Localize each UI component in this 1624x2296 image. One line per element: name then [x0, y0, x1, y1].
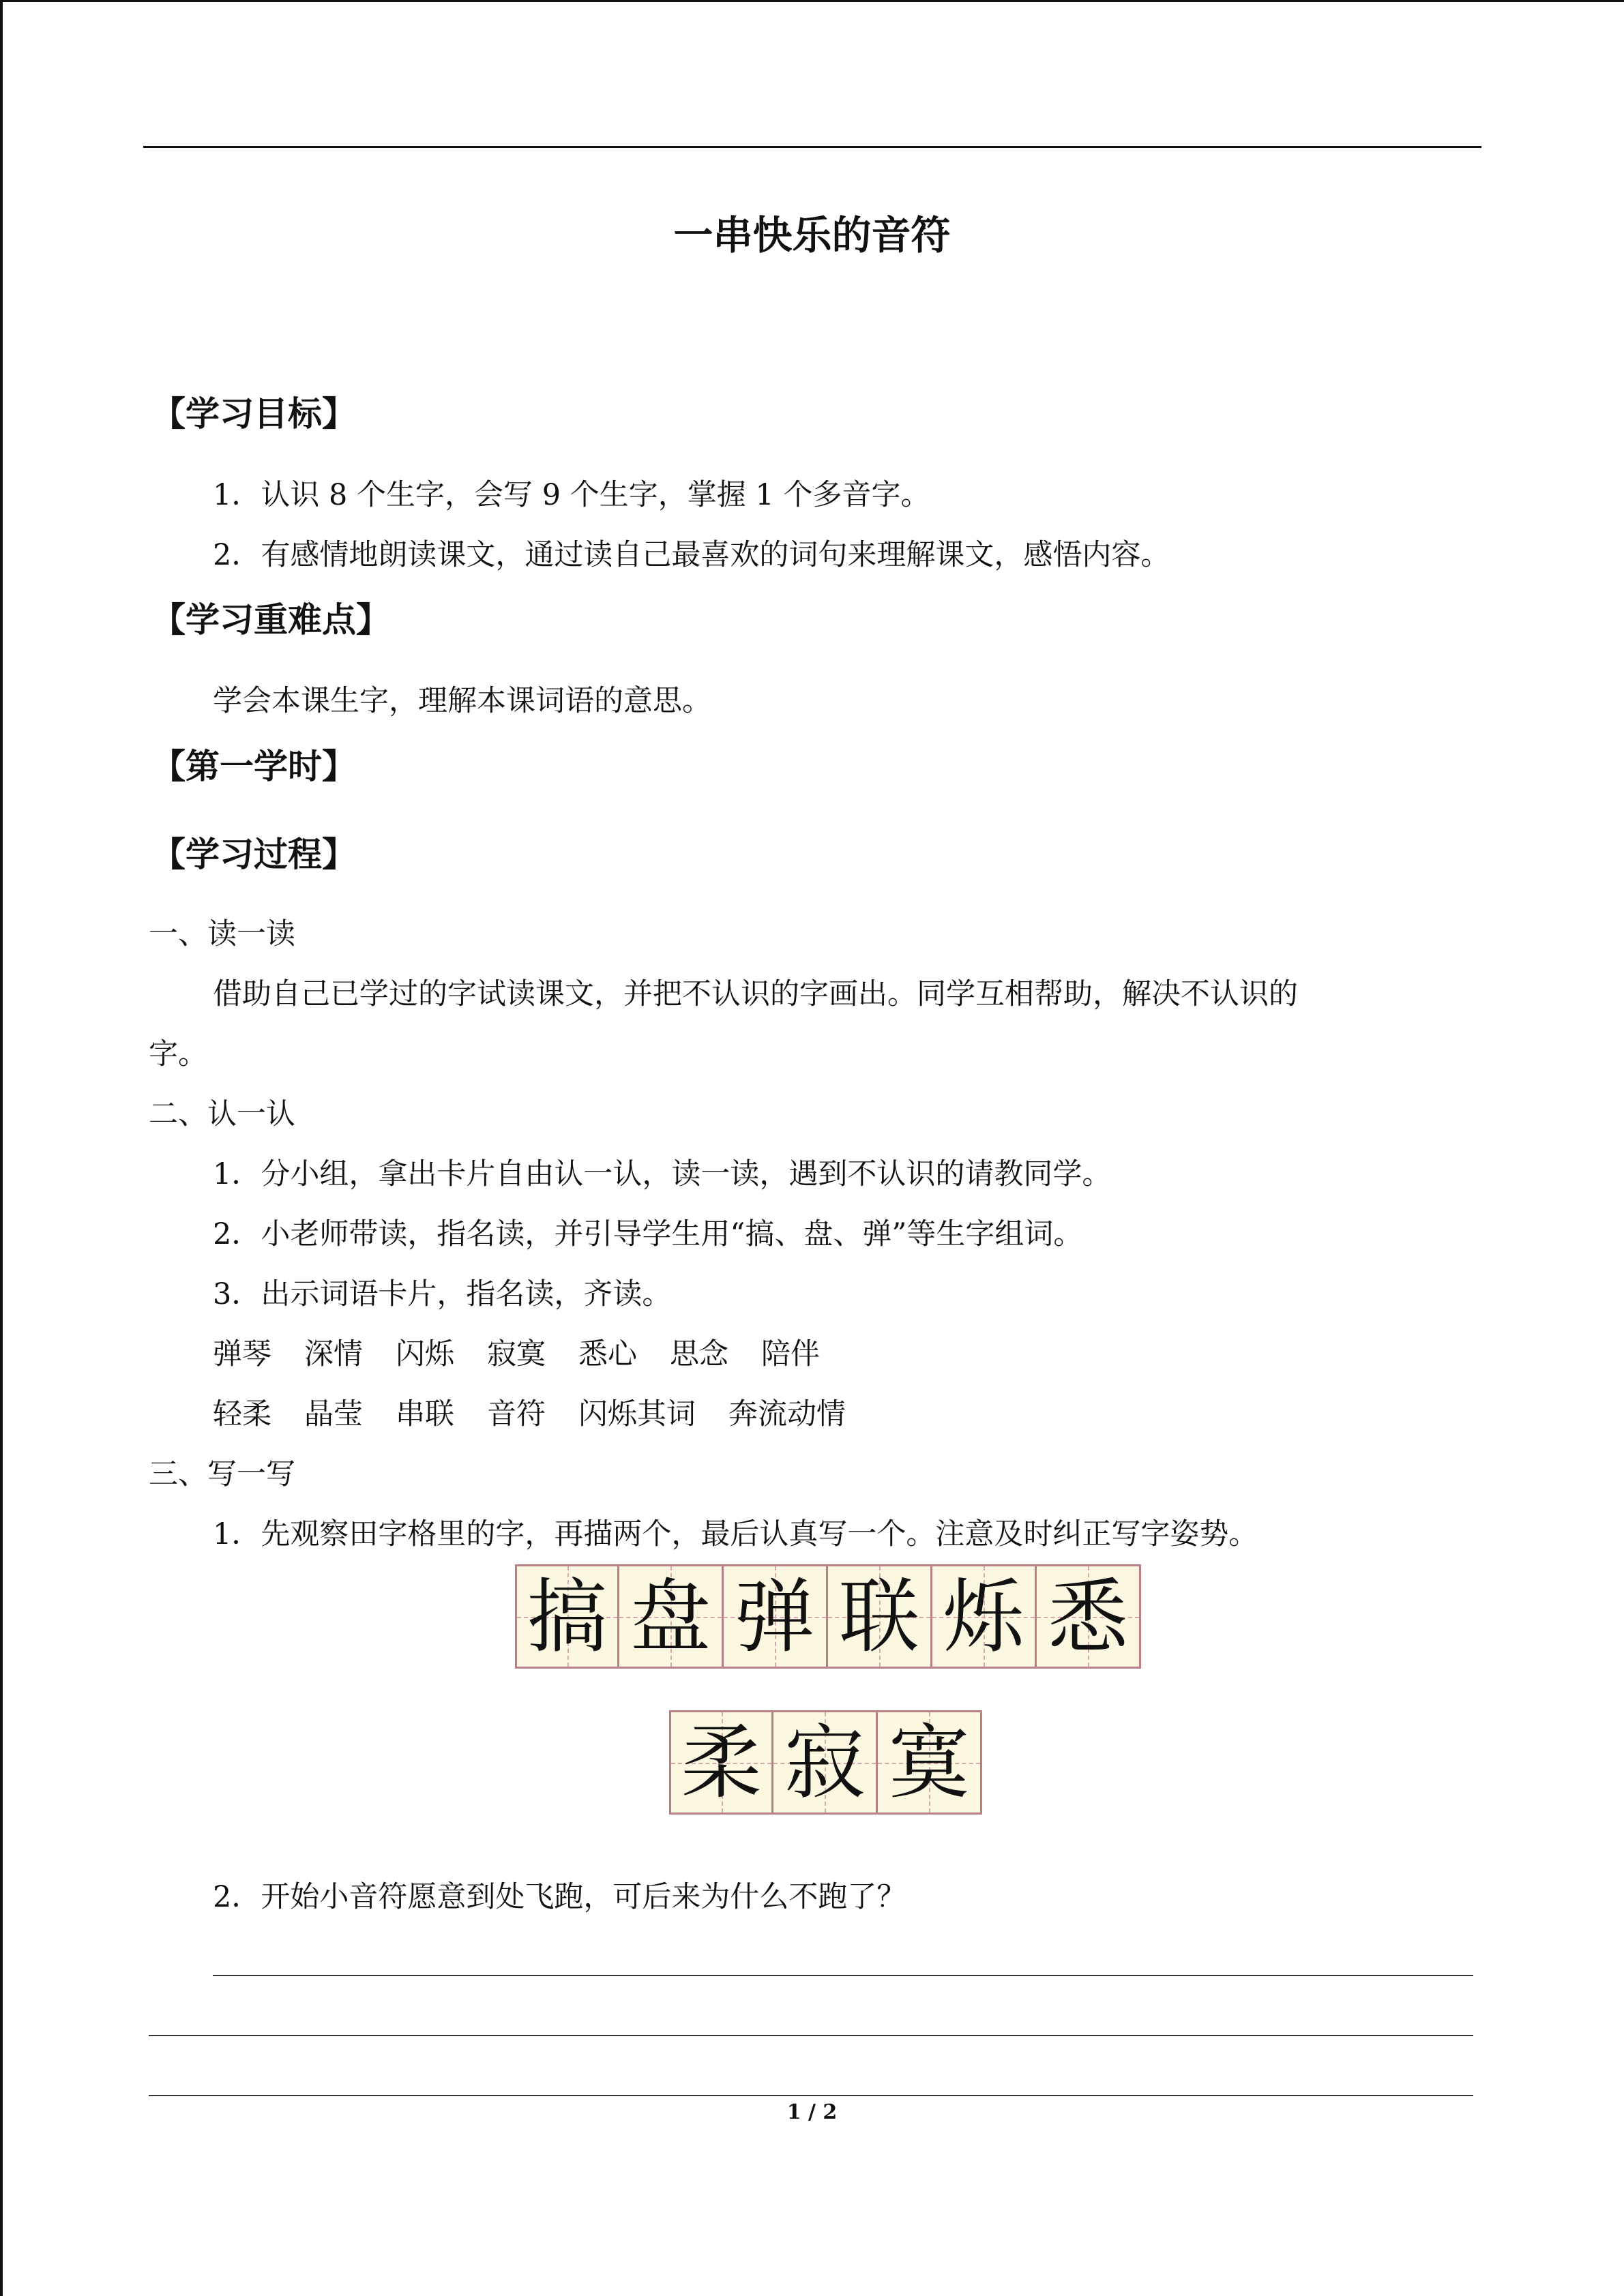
- key-points-heading: 【学习重难点】: [151, 600, 390, 640]
- part1-text-line1: 借助自己已学过的字试读课文，并把不认识的字画出。同学互相帮助，解决不认识的: [213, 977, 1298, 1011]
- process-heading: 【学习过程】: [151, 835, 356, 874]
- page-number: 1 / 2: [786, 2100, 838, 2124]
- answer-line[interactable]: [149, 2035, 1473, 2036]
- goal-item-1: 1．认识 8 个生字，会写 9 个生字，掌握 1 个多音字。: [213, 478, 930, 512]
- tianzige-row-2: [669, 1710, 982, 1815]
- tianzige-cell: 寂: [773, 1710, 878, 1815]
- vocab-word: 音符: [487, 1397, 546, 1431]
- vocab-word: 弹琴: [213, 1337, 271, 1371]
- key-points-text: 学会本课生字，理解本课词语的意思。: [213, 684, 711, 718]
- tianzige-cell: 盘: [619, 1564, 724, 1669]
- goals-heading: 【学习目标】: [151, 394, 356, 434]
- tianzige-cell: 柔: [669, 1710, 773, 1815]
- vocab-word: 轻柔: [213, 1397, 271, 1431]
- tianzige-cell: 悉: [1037, 1564, 1141, 1669]
- part2-item-3: 3．出示词语卡片，指名读，齐读。: [213, 1277, 672, 1311]
- vocab-word: 奔流动情: [728, 1397, 846, 1431]
- tianzige-cell: 搞: [515, 1564, 619, 1669]
- vocab-word: 串联: [396, 1397, 454, 1431]
- part2-item-2: 2．小老师带读，指名读，并引导学生用“搞、盘、弹”等生字组词。: [213, 1217, 1083, 1251]
- part1-text-line2: 字。: [149, 1037, 207, 1071]
- tianzige-cell: 烁: [932, 1564, 1037, 1669]
- page-border-top: [0, 0, 1624, 2]
- page-title: 一串快乐的音符: [673, 212, 951, 258]
- tianzige-cell: 寞: [878, 1710, 982, 1815]
- part2-title: 二、认一认: [149, 1097, 295, 1131]
- vocab-word: 深情: [304, 1337, 363, 1371]
- part2-item-1: 1．分小组，拿出卡片自由认一认，读一读，遇到不认识的请教同学。: [213, 1157, 1112, 1191]
- part3-title: 三、写一写: [149, 1457, 295, 1491]
- tianzige-cell: 弹: [724, 1564, 828, 1669]
- answer-line[interactable]: [213, 1975, 1473, 1976]
- vocab-word: 思念: [670, 1337, 728, 1371]
- part1-title: 一、读一读: [149, 917, 295, 951]
- vocab-word: 悉心: [578, 1337, 637, 1371]
- page-border-left: [0, 0, 3, 2296]
- tianzige-cell: 联: [828, 1564, 932, 1669]
- period-heading: 【第一学时】: [151, 747, 356, 786]
- header-rule: [143, 146, 1481, 148]
- answer-line[interactable]: [149, 2095, 1473, 2096]
- vocab-word: 陪伴: [761, 1337, 820, 1371]
- vocab-word: 闪烁其词: [578, 1397, 696, 1431]
- vocab-row-1: [213, 1334, 853, 1375]
- vocab-row-2: [213, 1394, 879, 1435]
- tianzige-row-1: [515, 1564, 1141, 1669]
- part3-item-1: 1．先观察田字格里的字，再描两个，最后认真写一个。注意及时纠正写字姿势。: [213, 1517, 1258, 1551]
- vocab-word: 寂寞: [487, 1337, 546, 1371]
- part3-item-2: 2．开始小音符愿意到处飞跑，可后来为什么不跑了？: [213, 1880, 906, 1914]
- vocab-word: 闪烁: [396, 1337, 454, 1371]
- goal-item-2: 2．有感情地朗读课文，通过读自己最喜欢的词句来理解课文，感悟内容。: [213, 538, 1170, 572]
- vocab-word: 晶莹: [304, 1397, 363, 1431]
